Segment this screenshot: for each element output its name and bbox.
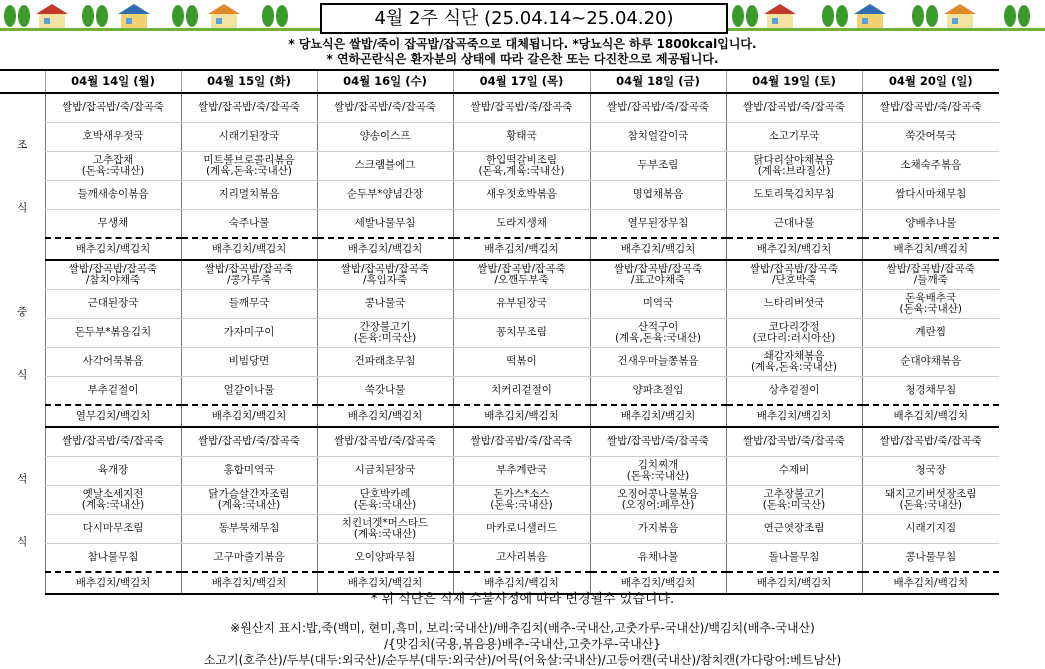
menu-item: 쌀밥/잡곡밥/죽/잡곡죽: [317, 93, 453, 122]
menu-item: 쌀밥/잡곡밥/잡곡죽 /단호박죽: [726, 260, 862, 289]
house-tree-decoration-left: [4, 4, 288, 28]
menu-item: 참치얼갈이국: [590, 122, 726, 151]
kimchi-item: 배추김치/백김치: [726, 572, 862, 594]
dysphagia-notice: * 연하곤란식은 환자분의 상태에 따라 갈은찬 또는 다진찬으로 제공됩니다.: [326, 52, 719, 66]
menu-item: 쌀밥/잡곡밥/잡곡죽 /참치야채죽: [45, 260, 181, 289]
change-notice: * 위 식단은 식재 수불사정에 따라 변경될수 있습니다.: [370, 592, 675, 607]
kimchi-item: 배추김치/백김치: [45, 572, 181, 594]
origin-line-1: ※원산지 표시:밥,죽(백미, 현미,흑미, 보리:국내산)/배추김치(배추-국내산,고춧가루-국내산)/백김치(배추-국내산): [230, 621, 815, 635]
menu-item: 호박새우젓국: [45, 122, 181, 151]
kimchi-row: [0, 405, 999, 427]
menu-item: 도라지생채: [453, 209, 590, 238]
kimchi-row: [0, 572, 999, 594]
menu-item: 유채나물: [590, 543, 726, 572]
kimchi-item: 배추김치/백김치: [317, 405, 453, 427]
kimchi-item: 배추김치/백김치: [453, 238, 590, 260]
menu-item: 양송이스프: [317, 122, 453, 151]
day-header-row: [0, 70, 999, 93]
menu-item: 오이양파무침: [317, 543, 453, 572]
kimchi-item: 배추김치/백김치: [453, 572, 590, 594]
menu-item: 쌀밥/잡곡밥/죽/잡곡죽: [726, 93, 862, 122]
kimchi-item: 배추김치/백김치: [862, 405, 999, 427]
menu-item: 근대나물: [726, 209, 862, 238]
menu-item: 황태국: [453, 122, 590, 151]
menu-item: 쑥갓어묵국: [862, 122, 999, 151]
day-header: 04월 18일 (금): [590, 70, 726, 93]
menu-item: 쌀밥/잡곡밥/죽/잡곡죽: [45, 427, 181, 456]
menu-item: 치킨너겟*머스타드 (계육:국내산): [317, 514, 453, 543]
menu-item: 소채숙주볶음: [862, 151, 999, 180]
menu-item: 쑥갓나물: [317, 376, 453, 405]
menu-item: 스크램블에그: [317, 151, 453, 180]
menu-item: 닭가슴살간자조림 (계육:국내산): [181, 485, 317, 514]
menu-item: 돈가스*소스 (돈육:국내산): [453, 485, 590, 514]
menu-item: 쌀밥/잡곡밥/잡곡죽 /흑임자죽: [317, 260, 453, 289]
menu-item: 쌀밥/잡곡밥/죽/잡곡죽: [726, 427, 862, 456]
menu-item: 옛날소세지전 (계육:국내산): [45, 485, 181, 514]
day-header: 04월 17일 (목): [453, 70, 590, 93]
menu-item: 쌀밥/잡곡밥/죽/잡곡죽: [862, 93, 999, 122]
menu-item: 동부묵채무침: [181, 514, 317, 543]
menu-item: 돈두부*볶음김치: [45, 318, 181, 347]
menu-item: 홍합미역국: [181, 456, 317, 485]
origin-line-3: 소고기(호주산)/두부(대두:외국산)/순두부(대두:외국산)/어묵(어육살:국내산)/고등어캔(국내산)/참치캔(가다랑어:베트남산): [203, 653, 842, 667]
menu-item: 치커리겉절이: [453, 376, 590, 405]
menu-item: 단호박카레 (돈육:국내산): [317, 485, 453, 514]
menu-row: [0, 376, 999, 405]
menu-item: 무생채: [45, 209, 181, 238]
menu-item: 양파초절임: [590, 376, 726, 405]
meal-label-top: 석: [17, 472, 28, 485]
menu-item: 콩나물무침: [862, 543, 999, 572]
menu-item: 시래기된장국: [181, 122, 317, 151]
kimchi-row: [0, 238, 999, 260]
menu-item: 쌀밥/잡곡밥/죽/잡곡죽: [181, 427, 317, 456]
menu-item: 부추겉절이: [45, 376, 181, 405]
menu-item: 쌀밥/잡곡밥/죽/잡곡죽: [453, 93, 590, 122]
menu-item: 소고기무국: [726, 122, 862, 151]
menu-item: 사각어묵볶음: [45, 347, 181, 376]
menu-item: 숙주나물: [181, 209, 317, 238]
kimchi-item: 배추김치/백김치: [181, 572, 317, 594]
kimchi-item: 배추김치/백김치: [590, 405, 726, 427]
menu-item: 고추잡채 (돈육:국내산): [45, 151, 181, 180]
kimchi-item: 열무김치/백김치: [45, 405, 181, 427]
menu-item: 오징어콩나물볶음 (오징어:페루산): [590, 485, 726, 514]
menu-item: 청경채무침: [862, 376, 999, 405]
menu-row: [0, 543, 999, 572]
menu-item: 쌈다시마채무침: [862, 180, 999, 209]
kimchi-item: 배추김치/백김치: [181, 238, 317, 260]
menu-item: 고구마줄기볶음: [181, 543, 317, 572]
menu-item: 돼지고기버섯장조림 (돈육:국내산): [862, 485, 999, 514]
menu-row: [0, 122, 999, 151]
kimchi-item: 배추김치/백김치: [453, 405, 590, 427]
menu-item: 한입떡갈비조림 (돈육,계육:국내산): [453, 151, 590, 180]
kimchi-item: 배추김치/백김치: [726, 405, 862, 427]
menu-item: 열무된장무침: [590, 209, 726, 238]
menu-item: 고사리볶음: [453, 543, 590, 572]
kimchi-item: 배추김치/백김치: [317, 238, 453, 260]
menu-item: 청국장: [862, 456, 999, 485]
day-header: 04월 20일 (일): [862, 70, 999, 93]
menu-row: [0, 347, 999, 376]
day-header: 04월 14일 (월): [45, 70, 181, 93]
menu-row: [0, 456, 999, 485]
meal-label: [0, 93, 45, 260]
day-header: 04월 15일 (화): [181, 70, 317, 93]
menu-item: 부추계란국: [453, 456, 590, 485]
meal-label-bottom: 식: [17, 202, 28, 214]
menu-item: 순두부*양념간장: [317, 180, 453, 209]
menu-item: 세발나물무침: [317, 209, 453, 238]
menu-item: 들깨새송이볶음: [45, 180, 181, 209]
menu-item: 시래기지짐: [862, 514, 999, 543]
menu-item: 두부조림: [590, 151, 726, 180]
menu-item: 쌀밥/잡곡밥/죽/잡곡죽: [590, 93, 726, 122]
menu-item: 쌀밥/잡곡밥/잡곡죽 /들깨죽: [862, 260, 999, 289]
menu-row: [0, 93, 999, 122]
menu-row: [0, 209, 999, 238]
kimchi-item: 배추김치/백김치: [862, 572, 999, 594]
menu-item: 산적구이 (계육,돈육:국내산): [590, 318, 726, 347]
menu-item: 떡볶이: [453, 347, 590, 376]
kimchi-item: 배추김치/백김치: [317, 572, 453, 594]
menu-item: 상추겉절이: [726, 376, 862, 405]
menu-item: 양배추나물: [862, 209, 999, 238]
menu-item: 유부된장국: [453, 289, 590, 318]
weekly-menu-table: [0, 69, 999, 595]
meal-label-bottom: 식: [17, 368, 28, 381]
menu-item: 참나물무침: [45, 543, 181, 572]
meal-label: [0, 260, 45, 427]
menu-item: 가자미구이: [181, 318, 317, 347]
meal-label-top: 조: [17, 139, 28, 151]
menu-item: 수제비: [726, 456, 862, 485]
menu-item: 근대된장국: [45, 289, 181, 318]
menu-row: [0, 260, 999, 289]
menu-item: 쌀밥/잡곡밥/잡곡죽 /오깬두부죽: [453, 260, 590, 289]
kimchi-item: 배추김치/백김치: [45, 238, 181, 260]
house-tree-decoration-right: [732, 4, 1030, 28]
menu-row: [0, 289, 999, 318]
header-corner: [0, 70, 45, 93]
meal-label-top: 중: [17, 305, 28, 318]
menu-item: 꽁치무조림: [453, 318, 590, 347]
menu-item: 시금치된장국: [317, 456, 453, 485]
menu-item: 지리멸치볶음: [181, 180, 317, 209]
menu-item: 계란찜: [862, 318, 999, 347]
menu-item: 미트볼브로콜리볶음 (계육,돈육:국내산): [181, 151, 317, 180]
menu-item: 명엽채볶음: [590, 180, 726, 209]
menu-item: 돌나물무침: [726, 543, 862, 572]
menu-item: 쌀밥/잡곡밥/죽/잡곡죽: [45, 93, 181, 122]
menu-item: 미역국: [590, 289, 726, 318]
menu-item: 쌀밥/잡곡밥/죽/잡곡죽: [590, 427, 726, 456]
menu-item: 마카로니샐러드: [453, 514, 590, 543]
menu-item: 건새우마늘쫑볶음: [590, 347, 726, 376]
kimchi-item: 배추김치/백김치: [726, 238, 862, 260]
menu-row: [0, 151, 999, 180]
kimchi-item: 배추김치/백김치: [862, 238, 999, 260]
kimchi-item: 배추김치/백김치: [590, 238, 726, 260]
menu-item: 비빔당면: [181, 347, 317, 376]
menu-item: 건파래초무침: [317, 347, 453, 376]
menu-item: 돈육배추국 (돈육:국내산): [862, 289, 999, 318]
menu-item: 쌀밥/잡곡밥/죽/잡곡죽: [453, 427, 590, 456]
menu-row: [0, 485, 999, 514]
menu-row: [0, 427, 999, 456]
menu-item: 고추장불고기 (돈육:미국산): [726, 485, 862, 514]
menu-item: 순대야채볶음: [862, 347, 999, 376]
day-header: 04월 16일 (수): [317, 70, 453, 93]
menu-item: 들깨무국: [181, 289, 317, 318]
menu-item: 쌀밥/잡곡밥/죽/잡곡죽: [317, 427, 453, 456]
menu-row: [0, 180, 999, 209]
menu-item: 육개장: [45, 456, 181, 485]
menu-item: 닭다리살야채볶음 (계육:브라질산): [726, 151, 862, 180]
menu-item: 쌀밥/잡곡밥/죽/잡곡죽: [862, 427, 999, 456]
menu-item: 느타리버섯국: [726, 289, 862, 318]
menu-item: 콩나물국: [317, 289, 453, 318]
kimchi-item: 배추김치/백김치: [181, 405, 317, 427]
kimchi-item: 배추김치/백김치: [590, 572, 726, 594]
meal-label-bottom: 식: [17, 535, 28, 548]
menu-row: [0, 514, 999, 543]
menu-item: 가지볶음: [590, 514, 726, 543]
menu-item: 쌀밥/잡곡밥/죽/잡곡죽: [181, 93, 317, 122]
menu-item: 연근엿장조림: [726, 514, 862, 543]
menu-row: [0, 318, 999, 347]
menu-item: 코다리강정 (코다리:러시아산): [726, 318, 862, 347]
diabetic-notice: * 당뇨식은 쌀밥/죽이 잡곡밥/잡곡죽으로 대체됩니다. *당뇨식은 하루 1800kcal입니다.: [288, 37, 757, 51]
origin-line-2: /{맛김치(국용,볶음용)배추-국내산,고춧가루-국내산}: [384, 637, 661, 651]
page-title: 4월 2주 식단 (25.04.14~25.04.20): [320, 3, 728, 34]
menu-item: 쌀밥/잡곡밥/잡곡죽 /표고야채죽: [590, 260, 726, 289]
menu-item: 도토리묵김치무침: [726, 180, 862, 209]
menu-item: 김치찌개 (돈육:국내산): [590, 456, 726, 485]
meal-label: [0, 427, 45, 594]
menu-item: 간장불고기 (돈육:미국산): [317, 318, 453, 347]
menu-item: 얼갈이나물: [181, 376, 317, 405]
menu-item: 새우젓호박볶음: [453, 180, 590, 209]
day-header: 04월 19일 (토): [726, 70, 862, 93]
menu-item: 쇄감자채볶음 (계육,돈육:국내산): [726, 347, 862, 376]
menu-item: 쌀밥/잡곡밥/잡곡죽 /콩가루죽: [181, 260, 317, 289]
menu-body: [0, 93, 999, 594]
menu-item: 다시마무조림: [45, 514, 181, 543]
